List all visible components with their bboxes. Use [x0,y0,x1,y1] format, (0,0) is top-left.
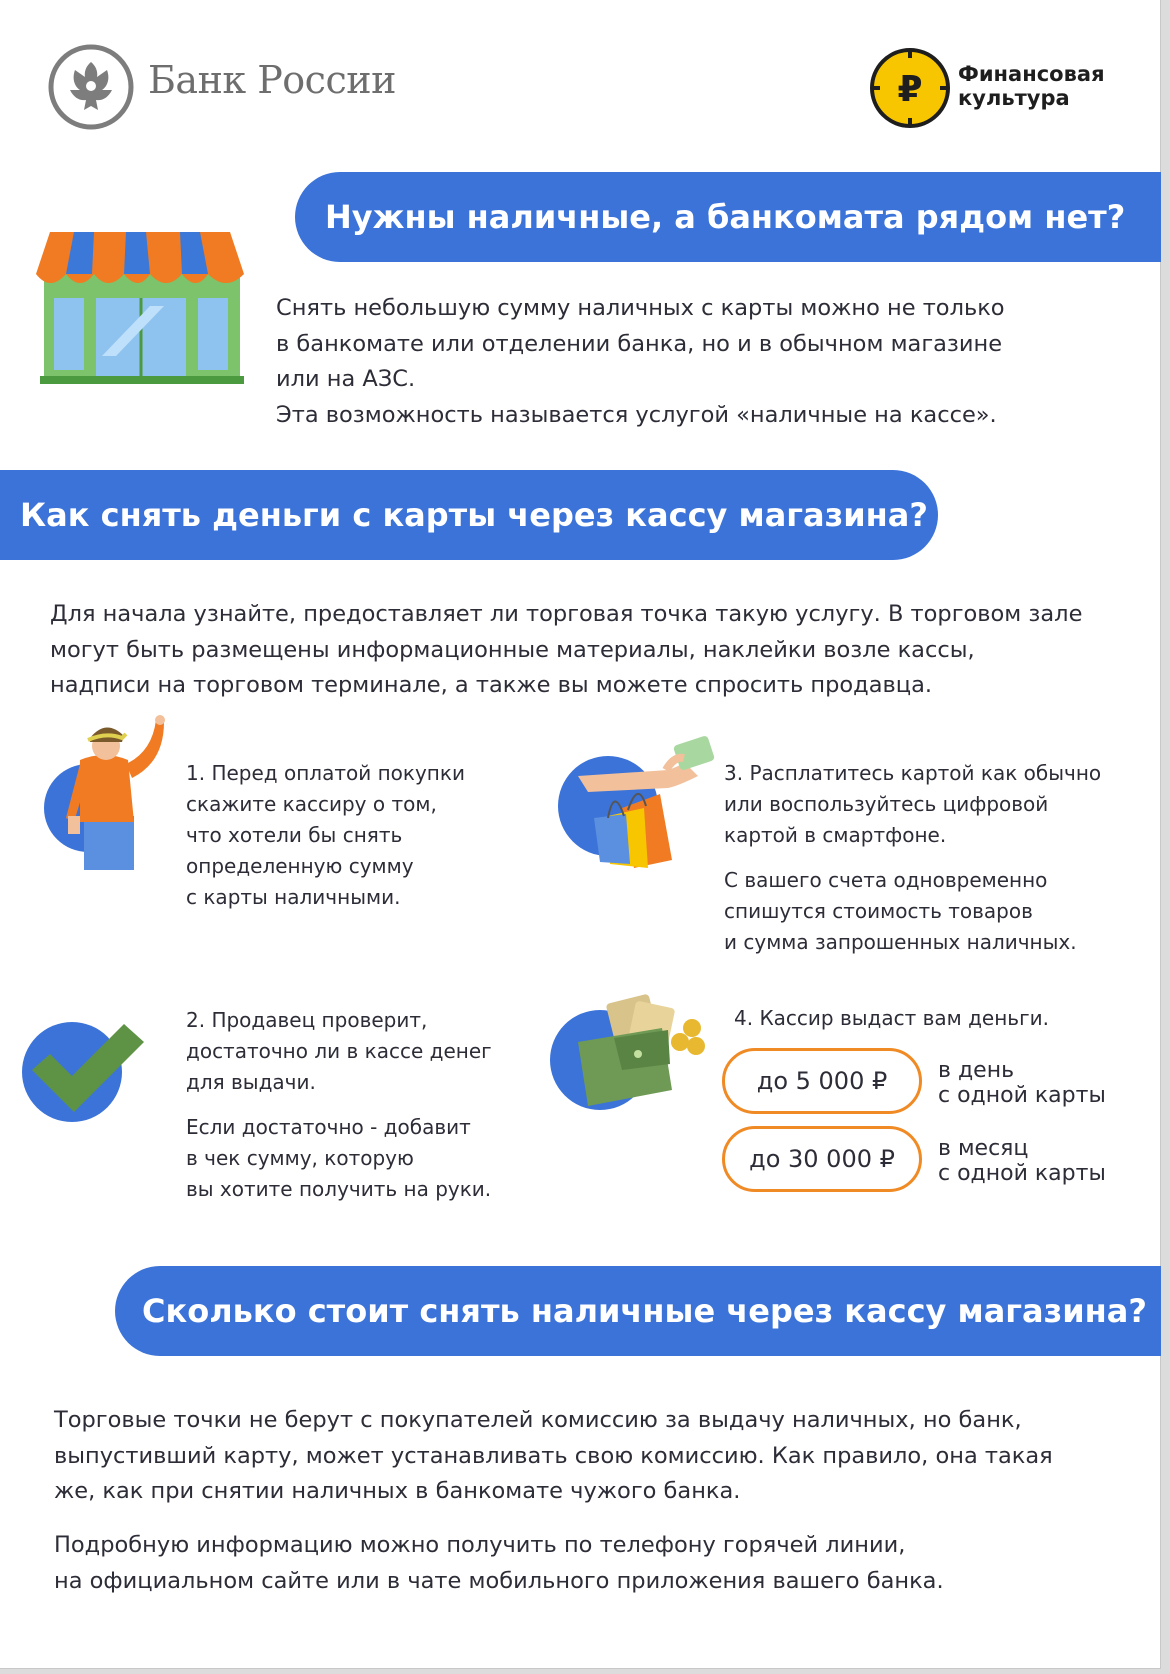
limit-monthly-note: в месяц с одной карты [938,1136,1106,1186]
step-1-text: 1. Перед оплатой покупки скажите кассиру о том, что хотели бы снять определенную сумму с карты наличными. [186,761,465,909]
section3-text-2: Подробную информацию можно получить по телефону горячей линии, на официальном сайте или в чате мобильного приложения вашего банка. [54,1532,944,1594]
store-icon [30,226,250,386]
limit-daily-note: в день с одной карты [938,1058,1106,1108]
check-mark-icon [22,1010,152,1126]
person-pointing-icon [22,712,172,872]
step-4-text: 4. Кассир выдаст вам деньги. [734,1006,1049,1030]
section1-text: Снять небольшую сумму наличных с карты можно не только в банкомате или отделении банка, но и в обычном магазине или на АЗС. Эта возможность называется услугой «наличные на кассе». [276,295,1005,428]
shopping-bags-hand-icon [548,736,722,876]
bank-russia-eagle-logo [48,44,134,130]
partner-name: Финансовая культура [958,62,1105,110]
svg-text:₽: ₽ [897,69,923,110]
limit-monthly-amount: до 30 000 ₽ [722,1126,922,1192]
step-3-text: 3. Расплатитесь картой как обычно или воспользуйтесь цифровой картой в смартфоне. С вашего счета одновременно спишутся стоимость товаров и сумма запрошенных наличных. [724,761,1102,954]
step-2-text: 2. Продавец проверит, достаточно ли в кассе денег для выдачи. Если достаточно - добавит в чек сумму, которую вы хотите получить на руки. [186,1008,492,1201]
wallet-money-icon [550,994,710,1124]
section-title-need-cash: Нужны наличные, а банкомата рядом нет? [295,172,1161,262]
section2-intro: Для начала узнайте, предоставляет ли торговая точка такую услугу. В торговом зале могут быть размещены информационные материалы, наклейки возле кассы, надписи на торговом терминале, а также вы можете спросить продавца. [50,601,1083,698]
bank-name: Банк России [148,58,396,102]
section3-text-1: Торговые точки не берут с покупателей комиссию за выдачу наличных, но банк, выпустивший карту, может устанавливать свою комиссию. Как правило, она такая же, как при снятии наличных в банкомате чужого банка. [54,1407,1053,1504]
ruble-clock-logo [868,46,952,130]
limit-daily-amount: до 5 000 ₽ [722,1048,922,1114]
section-title-how-to-withdraw: Как снять деньги с карты через кассу магазина? [0,470,938,560]
section-title-cost: Сколько стоит снять наличные через кассу магазина? [115,1266,1161,1356]
